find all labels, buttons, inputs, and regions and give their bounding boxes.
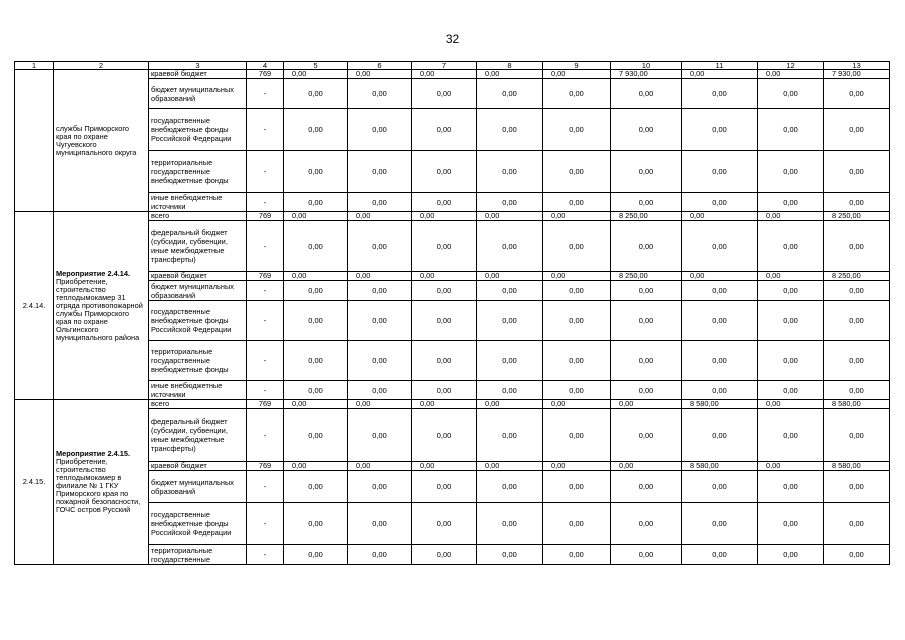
amount-cell: 0,00 — [477, 381, 543, 400]
budget-code: 769 — [247, 462, 284, 471]
measure-title: Мероприятие 2.4.14. — [56, 268, 131, 278]
amount-cell: 0,00 — [412, 193, 477, 212]
amount-cell: 0,00 — [412, 381, 477, 400]
amount-cell: 0,00 — [682, 281, 758, 301]
amount-cell: 0,00 — [543, 462, 611, 471]
amount-cell: 0,00 — [284, 193, 348, 212]
amount-cell: 0,00 — [412, 341, 477, 381]
amount-cell: 0,00 — [412, 409, 477, 462]
amount-cell: 0,00 — [543, 221, 611, 272]
amount-cell: 0,00 — [412, 212, 477, 221]
amount-cell: 0,00 — [758, 212, 824, 221]
amount-cell: 0,00 — [412, 151, 477, 193]
amount-cell: 7 930,00 — [611, 70, 682, 79]
amount-cell: 0,00 — [412, 400, 477, 409]
amount-cell: 0,00 — [477, 109, 543, 151]
amount-cell: 0,00 — [758, 109, 824, 151]
amount-cell: 0,00 — [284, 409, 348, 462]
column-header: 9 — [543, 62, 611, 70]
amount-cell: 0,00 — [477, 193, 543, 212]
amount-cell: 0,00 — [611, 301, 682, 341]
amount-cell: 8 580,00 — [682, 400, 758, 409]
amount-cell: 0,00 — [543, 471, 611, 503]
budget-code: - — [247, 151, 284, 193]
amount-cell: 0,00 — [543, 409, 611, 462]
amount-cell: 0,00 — [284, 462, 348, 471]
budget-code: - — [247, 381, 284, 400]
amount-cell: 0,00 — [348, 409, 412, 462]
amount-cell: 0,00 — [348, 193, 412, 212]
funding-source: краевой бюджет — [149, 70, 247, 79]
amount-cell: 0,00 — [284, 545, 348, 565]
amount-cell: 0,00 — [477, 221, 543, 272]
amount-cell: 0,00 — [824, 281, 890, 301]
amount-cell: 0,00 — [611, 221, 682, 272]
amount-cell: 0,00 — [611, 545, 682, 565]
amount-cell: 0,00 — [758, 381, 824, 400]
column-header: 10 — [611, 62, 682, 70]
amount-cell: 0,00 — [348, 341, 412, 381]
column-header: 1 — [15, 62, 54, 70]
table-body — [15, 62, 890, 565]
amount-cell: 0,00 — [758, 409, 824, 462]
amount-cell: 0,00 — [611, 281, 682, 301]
amount-cell: 0,00 — [543, 341, 611, 381]
amount-cell: 0,00 — [477, 545, 543, 565]
amount-cell: 0,00 — [682, 151, 758, 193]
column-header: 8 — [477, 62, 543, 70]
amount-cell: 0,00 — [611, 400, 682, 409]
funding-source: федеральный бюджет (субсидии, субвенции, иные межбюджетные трансферты) — [149, 221, 247, 272]
amount-cell: 0,00 — [477, 212, 543, 221]
amount-cell: 0,00 — [284, 281, 348, 301]
amount-cell: 0,00 — [682, 221, 758, 272]
amount-cell: 0,00 — [611, 79, 682, 109]
amount-cell: 0,00 — [543, 79, 611, 109]
row-number: 2.4.14. — [15, 212, 54, 400]
amount-cell: 8 250,00 — [611, 272, 682, 281]
amount-cell: 0,00 — [348, 400, 412, 409]
amount-cell: 0,00 — [543, 272, 611, 281]
budget-code: - — [247, 341, 284, 381]
funding-source: территориальные государственные внебюджетные фонды — [149, 151, 247, 193]
amount-cell: 0,00 — [611, 409, 682, 462]
budget-code: 769 — [247, 212, 284, 221]
amount-cell: 0,00 — [758, 193, 824, 212]
budget-code: 769 — [247, 272, 284, 281]
amount-cell: 0,00 — [543, 193, 611, 212]
amount-cell: 0,00 — [477, 462, 543, 471]
amount-cell: 0,00 — [348, 151, 412, 193]
amount-cell: 0,00 — [824, 503, 890, 545]
amount-cell: 0,00 — [284, 109, 348, 151]
row-number: 2.4.15. — [15, 400, 54, 565]
amount-cell: 0,00 — [543, 381, 611, 400]
amount-cell: 0,00 — [284, 471, 348, 503]
amount-cell: 7 930,00 — [824, 70, 890, 79]
amount-cell: 0,00 — [682, 409, 758, 462]
amount-cell: 0,00 — [412, 221, 477, 272]
amount-cell: 0,00 — [477, 400, 543, 409]
column-header: 13 — [824, 62, 890, 70]
amount-cell: 0,00 — [284, 381, 348, 400]
amount-cell: 0,00 — [758, 301, 824, 341]
amount-cell: 0,00 — [543, 400, 611, 409]
amount-cell: 8 250,00 — [611, 212, 682, 221]
amount-cell: 0,00 — [758, 79, 824, 109]
amount-cell: 0,00 — [758, 400, 824, 409]
amount-cell: 8 250,00 — [824, 272, 890, 281]
amount-cell: 0,00 — [611, 109, 682, 151]
column-header: 7 — [412, 62, 477, 70]
measure-text: Приобретение, строительство теплодымокамер в филиале № 1 ГКУ Приморского края по пожарной безопасности, ГОЧС остров Русский — [56, 457, 141, 514]
column-header: 4 — [247, 62, 284, 70]
amount-cell: 0,00 — [284, 301, 348, 341]
funding-source: бюджет муниципальных образований — [149, 471, 247, 503]
amount-cell: 0,00 — [284, 151, 348, 193]
amount-cell: 0,00 — [477, 471, 543, 503]
funding-source: бюджет муниципальных образований — [149, 79, 247, 109]
column-header: 5 — [284, 62, 348, 70]
funding-source: всего — [149, 400, 247, 409]
budget-code: - — [247, 545, 284, 565]
amount-cell: 0,00 — [758, 221, 824, 272]
budget-code: - — [247, 409, 284, 462]
funding-source: федеральный бюджет (субсидии, субвенции, иные межбюджетные трансферты) — [149, 409, 247, 462]
amount-cell: 0,00 — [758, 151, 824, 193]
funding-source: территориальные государственные — [149, 545, 247, 565]
amount-cell: 8 580,00 — [682, 462, 758, 471]
amount-cell: 0,00 — [284, 272, 348, 281]
funding-source: бюджет муниципальных образований — [149, 281, 247, 301]
amount-cell: 0,00 — [682, 545, 758, 565]
amount-cell: 0,00 — [543, 109, 611, 151]
amount-cell: 0,00 — [348, 381, 412, 400]
amount-cell: 0,00 — [348, 79, 412, 109]
amount-cell: 0,00 — [758, 341, 824, 381]
budget-code: - — [247, 193, 284, 212]
measure-description — [54, 70, 149, 212]
amount-cell: 0,00 — [824, 79, 890, 109]
amount-cell: 0,00 — [824, 109, 890, 151]
amount-cell: 0,00 — [284, 79, 348, 109]
amount-cell: 0,00 — [824, 193, 890, 212]
budget-code: - — [247, 471, 284, 503]
amount-cell: 0,00 — [611, 471, 682, 503]
amount-cell: 0,00 — [412, 545, 477, 565]
column-header: 2 — [54, 62, 149, 70]
amount-cell: 0,00 — [682, 70, 758, 79]
column-header: 6 — [348, 62, 412, 70]
amount-cell: 0,00 — [477, 409, 543, 462]
amount-cell: 0,00 — [758, 471, 824, 503]
funding-source: государственные внебюджетные фонды Российской Федерации — [149, 109, 247, 151]
amount-cell: 0,00 — [682, 272, 758, 281]
amount-cell: 0,00 — [284, 70, 348, 79]
amount-cell: 0,00 — [412, 272, 477, 281]
amount-cell: 0,00 — [477, 151, 543, 193]
amount-cell: 0,00 — [284, 221, 348, 272]
amount-cell: 0,00 — [758, 462, 824, 471]
amount-cell: 0,00 — [824, 341, 890, 381]
amount-cell: 0,00 — [543, 281, 611, 301]
amount-cell: 0,00 — [611, 341, 682, 381]
funding-source: территориальные государственные внебюджетные фонды — [149, 341, 247, 381]
funding-source: государственные внебюджетные фонды Российской Федерации — [149, 503, 247, 545]
funding-source: иные внебюджетные источники — [149, 193, 247, 212]
amount-cell: 0,00 — [611, 503, 682, 545]
amount-cell: 0,00 — [611, 381, 682, 400]
amount-cell: 8 580,00 — [824, 462, 890, 471]
budget-code: - — [247, 301, 284, 341]
amount-cell: 0,00 — [758, 272, 824, 281]
budget-code: - — [247, 79, 284, 109]
amount-cell: 0,00 — [682, 471, 758, 503]
table-row — [15, 400, 890, 409]
amount-cell: 0,00 — [758, 503, 824, 545]
amount-cell: 0,00 — [477, 70, 543, 79]
amount-cell: 0,00 — [412, 109, 477, 151]
row-number — [15, 70, 54, 212]
funding-source: иные внебюджетные источники — [149, 381, 247, 400]
amount-cell: 0,00 — [348, 272, 412, 281]
amount-cell: 0,00 — [477, 503, 543, 545]
amount-cell: 8 250,00 — [824, 212, 890, 221]
amount-cell: 0,00 — [477, 341, 543, 381]
amount-cell: 0,00 — [543, 301, 611, 341]
budget-code: 769 — [247, 70, 284, 79]
amount-cell: 0,00 — [824, 151, 890, 193]
amount-cell: 0,00 — [682, 109, 758, 151]
column-header: 12 — [758, 62, 824, 70]
amount-cell: 0,00 — [412, 281, 477, 301]
amount-cell: 0,00 — [824, 409, 890, 462]
column-header: 11 — [682, 62, 758, 70]
amount-cell: 0,00 — [477, 281, 543, 301]
amount-cell: 0,00 — [611, 462, 682, 471]
amount-cell: 0,00 — [543, 545, 611, 565]
amount-cell: 0,00 — [682, 301, 758, 341]
budget-table — [14, 61, 890, 565]
amount-cell: 0,00 — [412, 70, 477, 79]
amount-cell: 0,00 — [611, 193, 682, 212]
amount-cell: 0,00 — [682, 193, 758, 212]
amount-cell: 0,00 — [348, 301, 412, 341]
amount-cell: 0,00 — [348, 545, 412, 565]
amount-cell: 0,00 — [348, 281, 412, 301]
amount-cell: 0,00 — [543, 70, 611, 79]
measure-title: Мероприятие 2.4.15. — [56, 449, 131, 458]
amount-cell: 0,00 — [758, 70, 824, 79]
amount-cell: 0,00 — [543, 503, 611, 545]
budget-code: - — [247, 503, 284, 545]
amount-cell: 0,00 — [412, 471, 477, 503]
amount-cell: 0,00 — [611, 151, 682, 193]
budget-code: 769 — [247, 400, 284, 409]
amount-cell: 0,00 — [348, 221, 412, 272]
amount-cell: 0,00 — [348, 503, 412, 545]
funding-source: всего — [149, 212, 247, 221]
amount-cell: 0,00 — [412, 462, 477, 471]
amount-cell: 0,00 — [477, 272, 543, 281]
amount-cell: 0,00 — [284, 400, 348, 409]
table-row — [15, 212, 890, 221]
budget-code: - — [247, 281, 284, 301]
amount-cell: 0,00 — [758, 281, 824, 301]
amount-cell: 0,00 — [824, 471, 890, 503]
funding-source: государственные внебюджетные фонды Российской Федерации — [149, 301, 247, 341]
budget-code: - — [247, 109, 284, 151]
table-row — [15, 70, 890, 79]
amount-cell: 0,00 — [412, 301, 477, 341]
amount-cell: 0,00 — [682, 503, 758, 545]
amount-cell: 0,00 — [824, 381, 890, 400]
amount-cell: 0,00 — [543, 151, 611, 193]
amount-cell: 0,00 — [682, 212, 758, 221]
amount-cell: 0,00 — [284, 341, 348, 381]
amount-cell: 0,00 — [477, 79, 543, 109]
amount-cell: 0,00 — [412, 503, 477, 545]
amount-cell: 0,00 — [284, 503, 348, 545]
amount-cell: 0,00 — [758, 545, 824, 565]
budget-code: - — [247, 221, 284, 272]
measure-text: службы Приморского края по охране Чугуевского муниципального округа — [56, 123, 137, 157]
measure-description — [54, 400, 149, 565]
measure-description — [54, 212, 149, 400]
amount-cell: 0,00 — [348, 212, 412, 221]
amount-cell: 0,00 — [348, 471, 412, 503]
amount-cell: 0,00 — [824, 545, 890, 565]
header-row — [15, 62, 890, 70]
amount-cell: 0,00 — [348, 462, 412, 471]
measure-text: Приобретение, строительство теплодымокамер 31 отряда противопожарной службы Приморского края по охране Ольгинского муниципального района — [56, 276, 143, 342]
amount-cell: 0,00 — [348, 109, 412, 151]
page-number: 32 — [445, 32, 460, 46]
amount-cell: 0,00 — [824, 221, 890, 272]
amount-cell: 0,00 — [284, 212, 348, 221]
amount-cell: 0,00 — [543, 212, 611, 221]
amount-cell: 0,00 — [682, 381, 758, 400]
funding-source: краевой бюджет — [149, 462, 247, 471]
column-header: 3 — [149, 62, 247, 70]
amount-cell: 0,00 — [824, 301, 890, 341]
amount-cell: 0,00 — [477, 301, 543, 341]
funding-source: краевой бюджет — [149, 272, 247, 281]
amount-cell: 8 580,00 — [824, 400, 890, 409]
amount-cell: 0,00 — [412, 79, 477, 109]
amount-cell: 0,00 — [682, 79, 758, 109]
amount-cell: 0,00 — [682, 341, 758, 381]
amount-cell: 0,00 — [348, 70, 412, 79]
